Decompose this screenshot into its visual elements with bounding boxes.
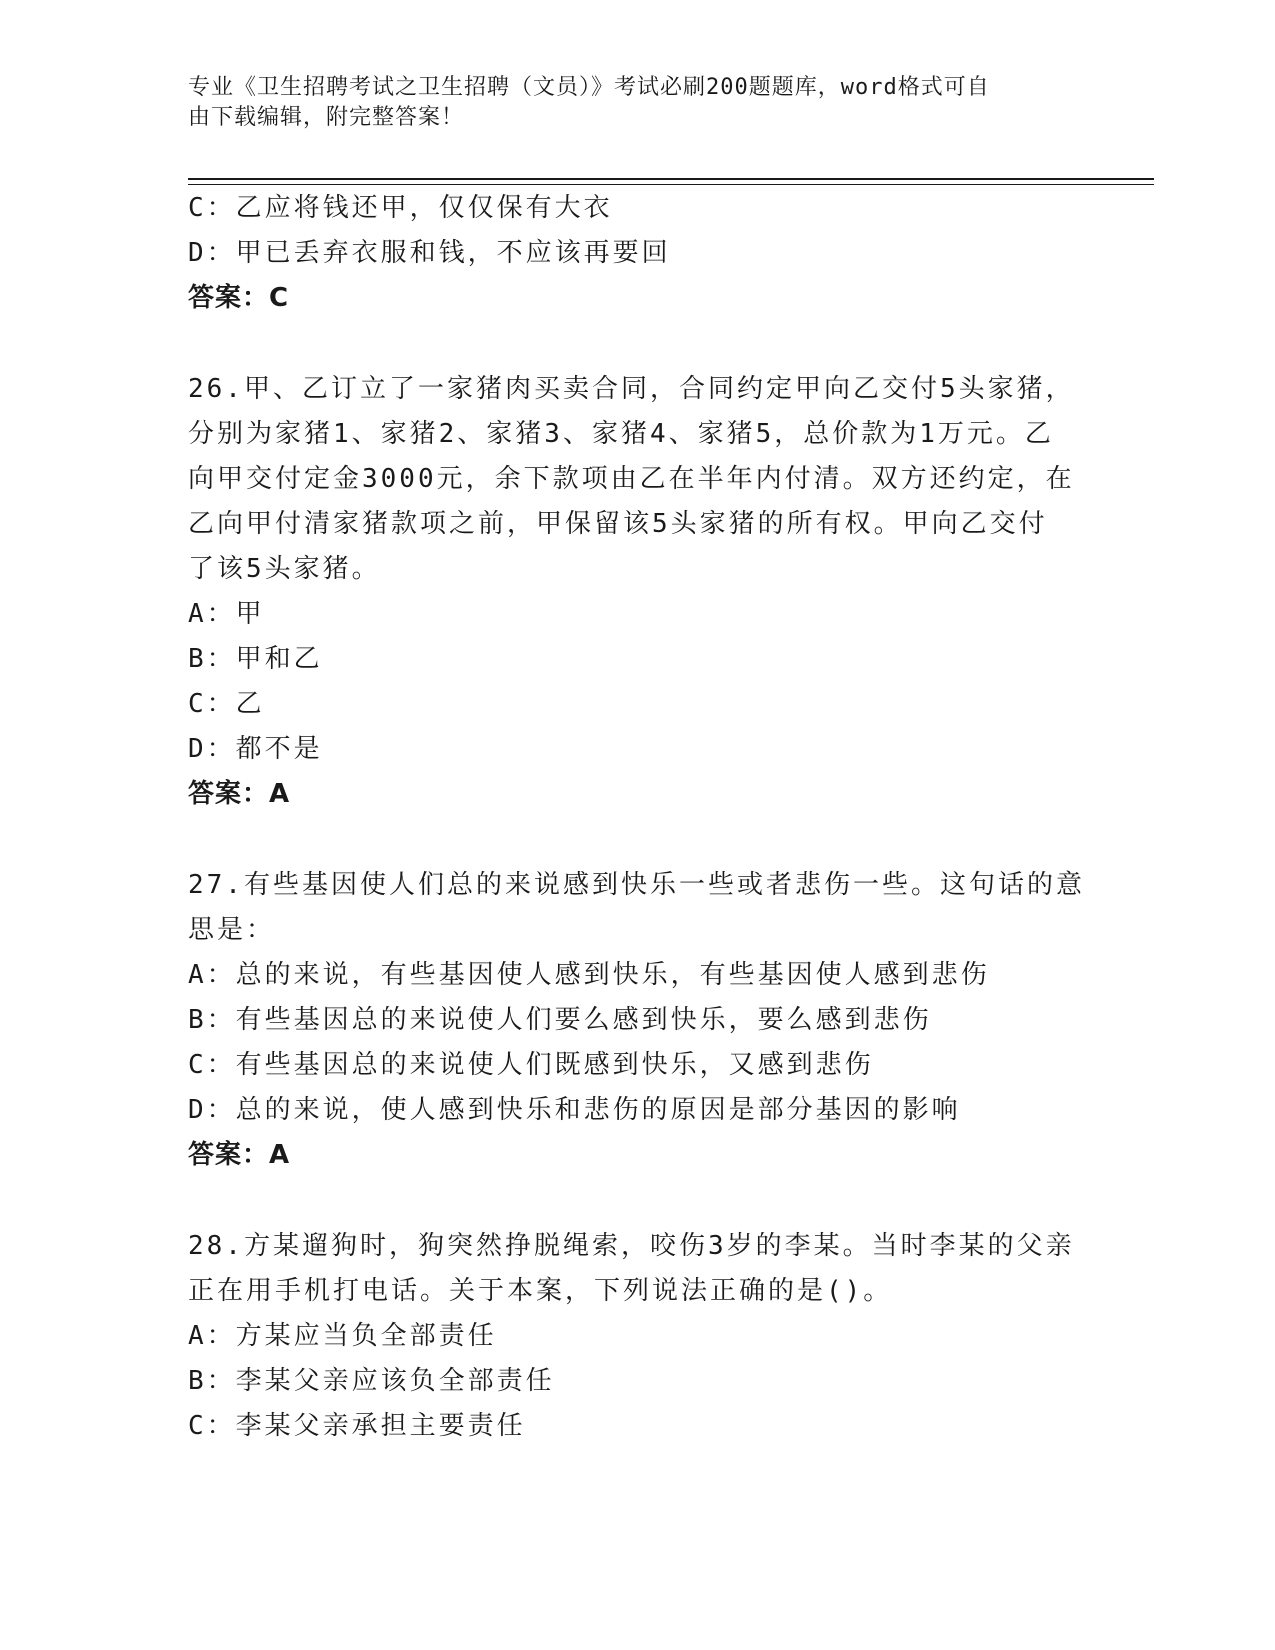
option-c: C：有些基因总的来说使人们既感到快乐，又感到悲伤	[188, 1050, 874, 1080]
option-b: B：甲和乙	[188, 644, 323, 674]
option-c: C：乙	[188, 689, 265, 719]
answer-label: 答案：C	[188, 283, 290, 313]
header-line-1: 专业《卫生招聘考试之卫生招聘（文员）》考试必刷200题题库，word格式可自	[188, 75, 990, 100]
option-c: C：李某父亲承担主要责任	[188, 1411, 526, 1441]
question-27	[188, 863, 1088, 1178]
header-divider-thin	[188, 184, 1154, 185]
option-a: A：方某应当负全部责任	[188, 1321, 497, 1351]
question-stem-line: 26.甲、乙订立了一家猪肉买卖合同，合同约定甲向乙交付5头家猪，	[188, 374, 1075, 404]
option-d: D：都不是	[188, 734, 323, 764]
question-stem-line: 分别为家猪1、家猪2、家猪3、家猪4、家猪5，总价款为1万元。乙	[188, 419, 1054, 449]
header-line-2: 由下载编辑，附完整答案！	[188, 105, 465, 130]
option-a: A：甲	[188, 599, 265, 629]
option-d: D：总的来说，使人感到快乐和悲伤的原因是部分基因的影响	[188, 1095, 961, 1125]
question-stem-line: 思是：	[188, 915, 276, 945]
question-stem-line: 乙向甲付清家猪款项之前，甲保留该5头家猪的所有权。甲向乙交付	[188, 509, 1048, 539]
spacer	[188, 1178, 1088, 1224]
question-stem-line: 27.有些基因使人们总的来说感到快乐一些或者悲伤一些。这句话的意	[188, 870, 1085, 900]
question-stem-line: 向甲交付定金3000元，余下款项由乙在半年内付清。双方还约定，在	[188, 464, 1075, 494]
question-stem-line: 了该5头家猪。	[188, 554, 381, 584]
question-stem-line: 28.方某遛狗时，狗突然挣脱绳索，咬伤3岁的李某。当时李某的父亲	[188, 1231, 1075, 1261]
answer-label: 答案：A	[188, 779, 291, 809]
answer-label: 答案：A	[188, 1140, 291, 1170]
option-a: A：总的来说，有些基因使人感到快乐，有些基因使人感到悲伤	[188, 960, 990, 990]
question-list	[188, 186, 1088, 1449]
spacer	[188, 817, 1088, 863]
question-26	[188, 367, 1088, 817]
header-divider-thick	[188, 178, 1154, 180]
document-header	[188, 73, 1088, 133]
question-25-continued	[188, 186, 1088, 321]
option-b: B：李某父亲应该负全部责任	[188, 1366, 555, 1396]
option-b: B：有些基因总的来说使人们要么感到快乐，要么感到悲伤	[188, 1005, 932, 1035]
option-d: D：甲已丢弃衣服和钱，不应该再要回	[188, 238, 671, 268]
question-stem-line: 正在用手机打电话。关于本案，下列说法正确的是()。	[188, 1276, 893, 1306]
question-28	[188, 1224, 1088, 1449]
option-c: C：乙应将钱还甲，仅仅保有大衣	[188, 193, 613, 223]
spacer	[188, 321, 1088, 367]
